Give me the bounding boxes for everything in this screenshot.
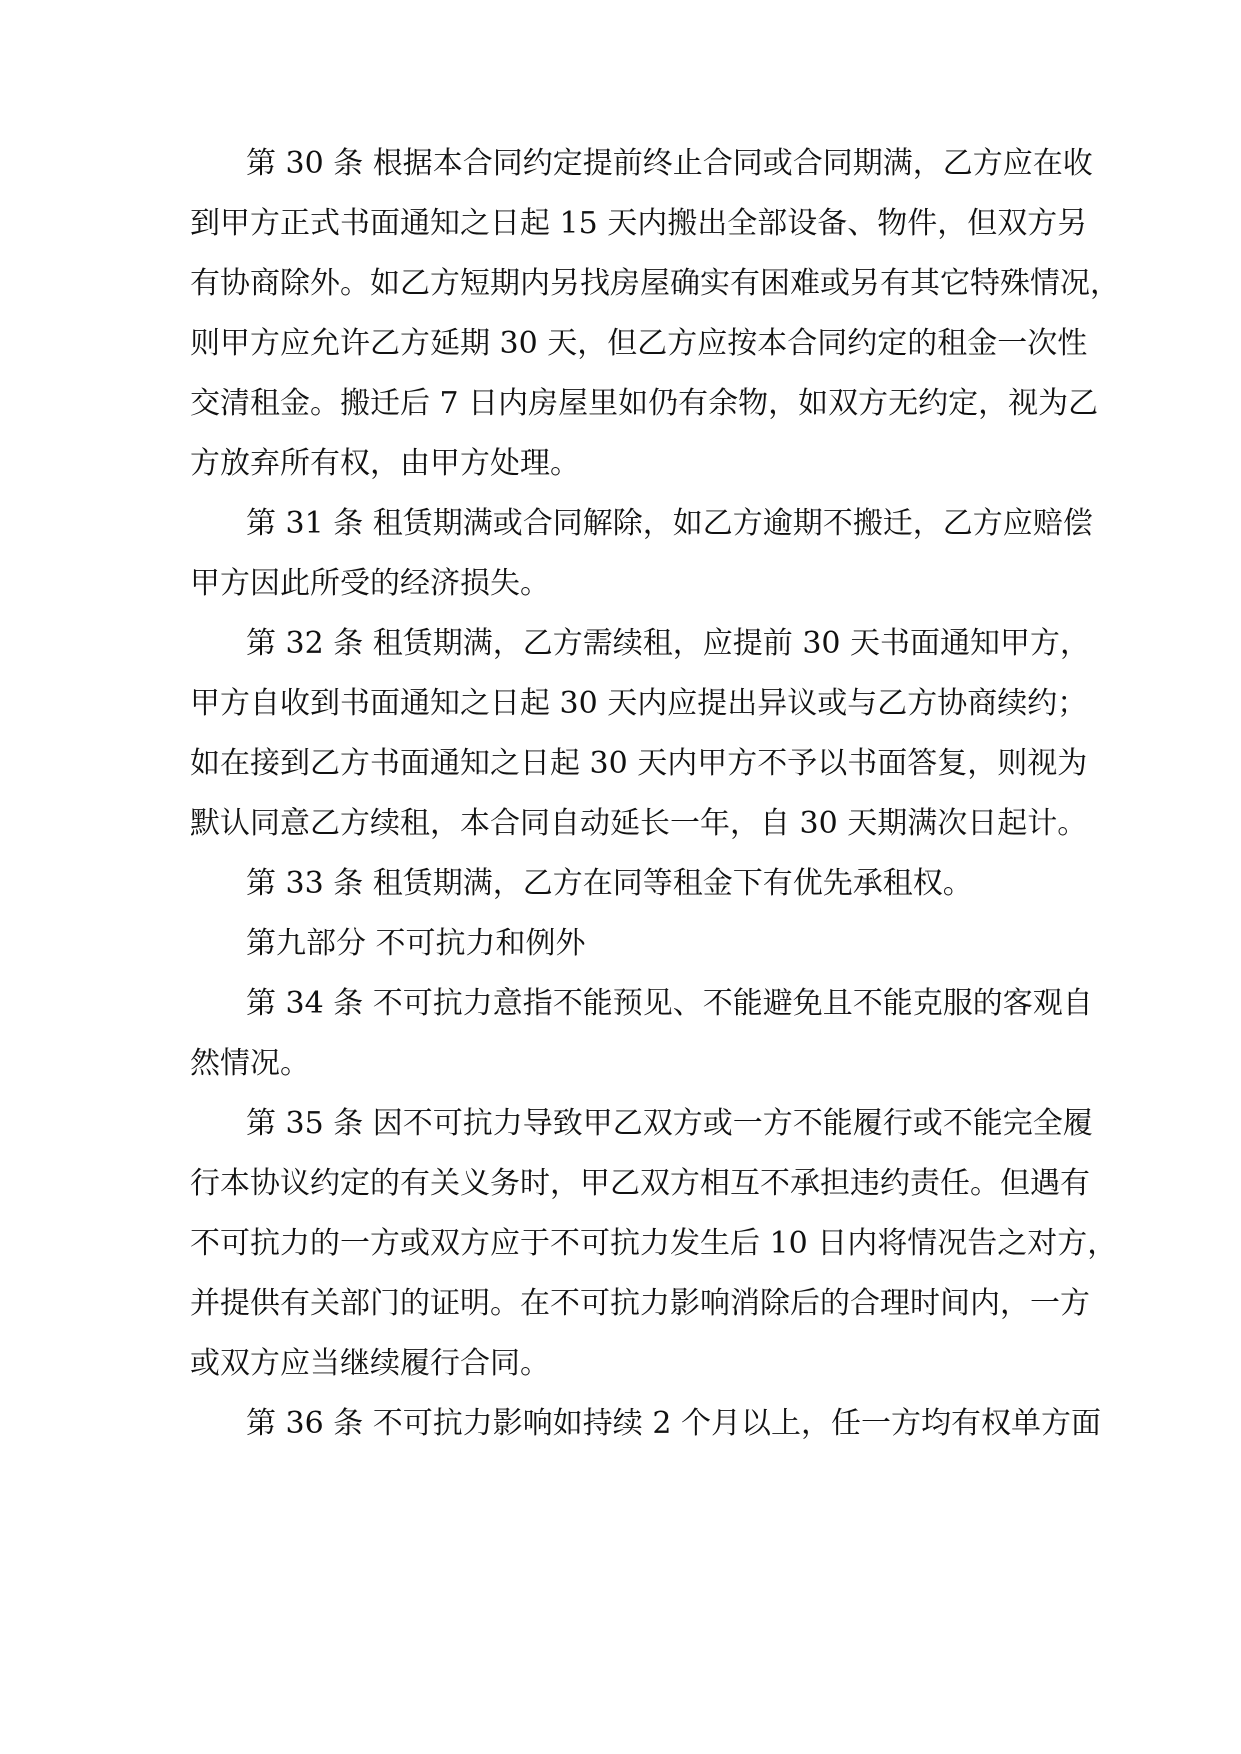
text-line: 并提供有关部门的证明。在不可抗力影响消除后的合理时间内，一方 xyxy=(190,1286,1090,1321)
text-line: 第 31 条 租赁期满或合同解除，如乙方逾期不搬迁，乙方应赔偿 xyxy=(246,506,1093,541)
text-line: 交清租金。搬迁后 7 日内房屋里如仍有余物，如双方无约定，视为乙 xyxy=(190,386,1099,421)
text-line: 或双方应当继续履行合同。 xyxy=(190,1346,550,1381)
text-line: 甲方因此所受的经济损失。 xyxy=(190,566,550,601)
text-line: 有协商除外。如乙方短期内另找房屋确实有困难或另有其它特殊情况， xyxy=(190,266,1120,301)
text-line: 方放弃所有权，由甲方处理。 xyxy=(190,446,580,481)
text-line: 不可抗力的一方或双方应于不可抗力发生后 10 日内将情况告之对方， xyxy=(190,1226,1118,1261)
text-line: 到甲方正式书面通知之日起 15 天内搬出全部设备、物件，但双方另 xyxy=(190,206,1088,241)
text-line: 行本协议约定的有关义务时，甲乙双方相互不承担违约责任。但遇有 xyxy=(190,1166,1090,1201)
text-line: 第 35 条 因不可抗力导致甲乙双方或一方不能履行或不能完全履 xyxy=(246,1106,1093,1141)
text-line: 第 34 条 不可抗力意指不能预见、不能避免且不能克服的客观自 xyxy=(246,986,1093,1021)
text-line: 第 36 条 不可抗力影响如持续 2 个月以上，任一方均有权单方面 xyxy=(246,1406,1101,1441)
text-line: 如在接到乙方书面通知之日起 30 天内甲方不予以书面答复，则视为 xyxy=(190,746,1088,781)
section-heading: 第九部分 不可抗力和例外 xyxy=(246,926,586,961)
text-line: 然情况。 xyxy=(190,1046,310,1081)
text-line: 甲方自收到书面通知之日起 30 天内应提出异议或与乙方协商续约； xyxy=(190,686,1088,721)
text-line: 默认同意乙方续租，本合同自动延长一年，自 30 天期满次日起计。 xyxy=(190,806,1088,841)
text-line: 第 33 条 租赁期满，乙方在同等租金下有优先承租权。 xyxy=(246,866,973,901)
text-line: 第 32 条 租赁期满，乙方需续租，应提前 30 天书面通知甲方， xyxy=(246,626,1091,661)
text-line: 第 30 条 根据本合同约定提前终止合同或合同期满，乙方应在收 xyxy=(246,146,1093,181)
text-line: 则甲方应允许乙方延期 30 天，但乙方应按本合同约定的租金一次性 xyxy=(190,326,1088,361)
